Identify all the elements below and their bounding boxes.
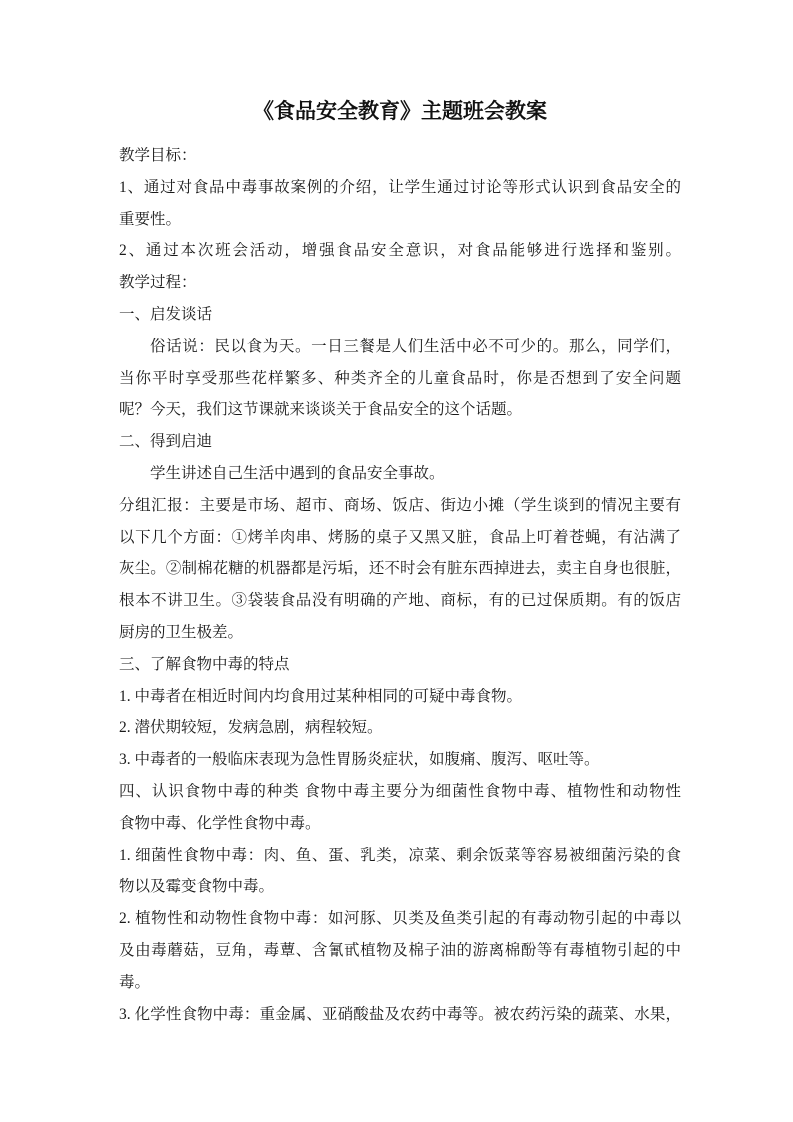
text-line: 3. 中毒者的一般临床表现为急性胃肠炎症状，如腹痛、腹泻、呕吐等。 xyxy=(119,751,600,769)
text-line: 2. 植物性和动物性食物中毒：如河豚、贝类及鱼类引起的有毒动物引起的中毒以 xyxy=(119,910,681,928)
text-line: 俗话说：民以食为天。一日三餐是人们生活中必不可少的。那么，同学们， xyxy=(150,337,681,355)
text-line: 分组汇报：主要是市场、超市、商场、饭店、街边小摊（学生谈到的情况主要有 xyxy=(119,496,681,514)
text-line: 学生讲述自己生活中遇到的食品安全事故。 xyxy=(150,464,445,482)
text-line: 一、启发谈话 xyxy=(119,305,213,323)
text-line: 四、认识食物中毒的种类 食物中毒主要分为细菌性食物中毒、植物性和动物性 xyxy=(119,782,681,800)
text-line: 2. 潜伏期较短，发病急剧，病程较短。 xyxy=(119,719,383,737)
text-line: 教学过程： xyxy=(119,274,197,292)
text-line: 1. 细菌性食物中毒：肉、鱼、蛋、乳类，凉菜、剩余饭菜等容易被细菌污染的食 xyxy=(119,846,681,864)
text-line: 当你平时享受那些花样繁多、种类齐全的儿童食品时，你是否想到了安全问题 xyxy=(119,369,681,387)
document-body xyxy=(119,140,681,1030)
text-line: 灰尘。②制棉花糖的机器都是污垢，还不时会有脏东西掉进去，卖主自身也很脏， xyxy=(119,560,681,578)
text-line: 三、了解食物中毒的特点 xyxy=(119,655,290,673)
text-line: 物以及霉变食物中毒。 xyxy=(119,878,275,896)
text-line: 厨房的卫生极差。 xyxy=(119,623,244,641)
text-line: 重要性。 xyxy=(119,210,182,228)
text-line: 1. 中毒者在相近时间内均食用过某种相同的可疑中毒食物。 xyxy=(119,687,523,705)
text-line: 二、得到启迪 xyxy=(119,433,213,451)
text-line: 呢？今天，我们这节课就来谈谈关于食品安全的这个话题。 xyxy=(119,401,523,419)
text-line: 2、通过本次班会活动，增强食品安全意识，对食品能够进行选择和鉴别。 xyxy=(119,242,681,260)
text-line: 教学目标： xyxy=(119,147,197,164)
text-line: 毒。 xyxy=(119,973,151,991)
text-line: 及由毒蘑菇，豆角，毒蕈、含氰甙植物及棉子油的游离棉酚等有毒植物引起的中 xyxy=(119,941,681,959)
text-line: 食物中毒、化学性食物中毒。 xyxy=(119,814,321,832)
text-line: 以下几个方面：①烤羊肉串、烤肠的桌子又黑又脏，食品上叮着苍蝇，有沾满了 xyxy=(119,528,681,546)
text-line: 1、通过对食品中毒事故案例的介绍，让学生通过讨论等形式认识到食品安全的 xyxy=(119,178,681,196)
text-line: 3. 化学性食物中毒：重金属、亚硝酸盐及农药中毒等。被农药污染的蔬菜、水果， xyxy=(119,1005,681,1023)
text-line: 根本不讲卫生。③袋装食品没有明确的产地、商标，有的已过保质期。有的饭店 xyxy=(119,592,681,610)
document-title: 《食品安全教育》主题班会教案 xyxy=(253,99,547,123)
